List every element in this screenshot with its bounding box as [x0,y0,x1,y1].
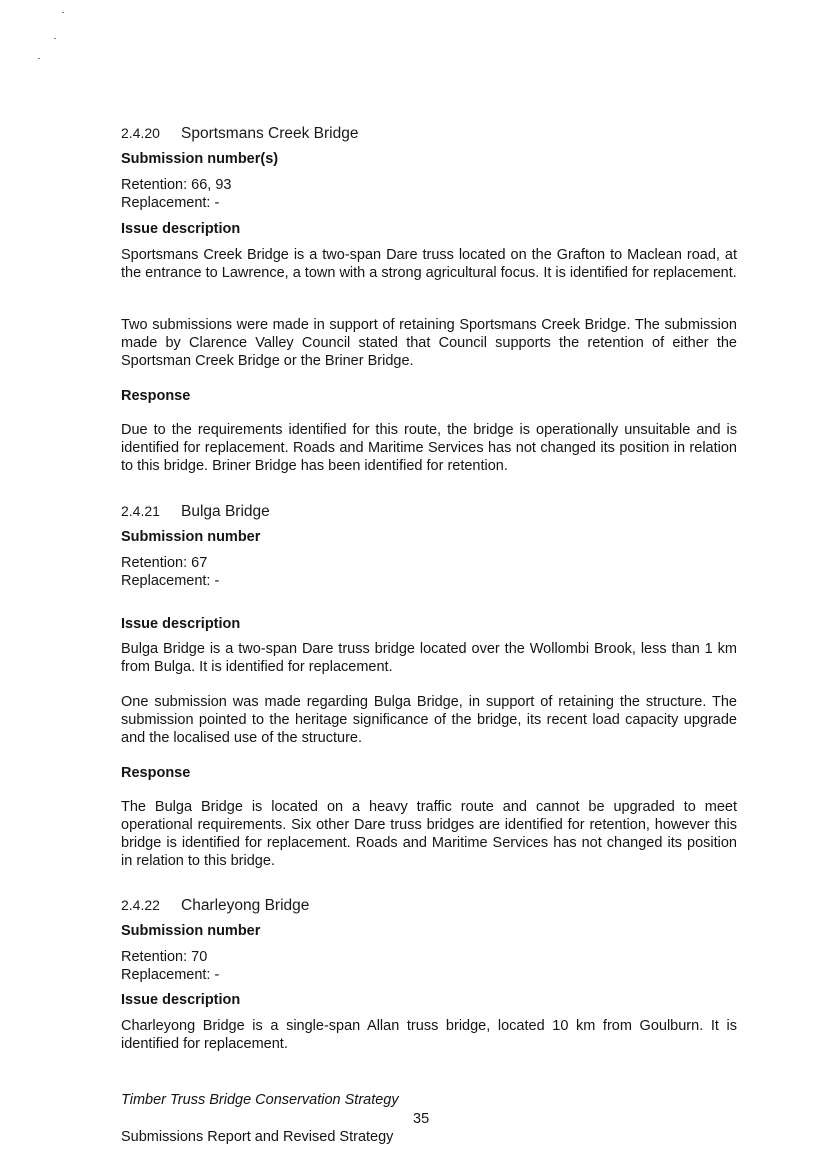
response-heading: Response [121,388,191,404]
section-heading [121,895,737,916]
scan-speck [38,58,40,59]
section-title: Charleyong Bridge [181,897,310,914]
section-number: 2.4.20 [121,125,160,141]
issue-heading: Issue description [121,221,241,237]
submission-numbers [121,176,737,212]
scan-speck [54,38,56,39]
retention-line: Retention: 70 [121,949,208,965]
response-paragraph: The Bulga Bridge is located on a heavy traffic route and cannot be upgraded to meet operational requirements. Six other Dare truss bridges are identified for retention, however this bridge is identified for replacement. Roads and Maritime Services has not changed its position in relation to this bridge. [121,799,737,869]
submission-numbers [121,948,737,984]
submission-heading: Submission number(s) [121,151,279,167]
page-number: 35 [413,1111,430,1127]
section-heading [121,501,737,522]
section-number: 2.4.21 [121,503,160,519]
retention-line: Retention: 66, 93 [121,177,232,193]
response-heading: Response [121,765,191,781]
replacement-line: Replacement: - [121,195,220,211]
footer-document-title: Timber Truss Bridge Conservation Strategy [121,1092,399,1108]
submission-heading: Submission number [121,923,261,939]
section-title: Bulga Bridge [181,503,270,520]
issue-heading: Issue description [121,992,241,1008]
issue-paragraph: Two submissions were made in support of retaining Sportsmans Creek Bridge. The submission made by Clarence Valley Council stated that Council supports the retention of either the Sportsman Creek Bridge or the Briner Bridge. [121,317,737,369]
retention-line: Retention: 67 [121,555,208,571]
section-number: 2.4.22 [121,897,160,913]
issue-paragraph: Sportsmans Creek Bridge is a two-span Dare truss located on the Grafton to Maclean road, at the entrance to Lawrence, a town with a strong agricultural focus. It is identified for replacement. [121,247,737,281]
issue-paragraph: One submission was made regarding Bulga Bridge, in support of retaining the structure. The submission pointed to the heritage significance of the bridge, its recent load capacity upgrade and the localised use of the structure. [121,694,737,746]
footer-report-title: Submissions Report and Revised Strategy [121,1129,394,1145]
submission-numbers [121,554,737,590]
section-heading [121,123,737,144]
issue-heading: Issue description [121,616,241,632]
replacement-line: Replacement: - [121,967,220,983]
submission-heading: Submission number [121,529,261,545]
issue-paragraph: Charleyong Bridge is a single-span Allan truss bridge, located 10 km from Goulburn. It is identified for replacement. [121,1018,737,1052]
replacement-line: Replacement: - [121,573,220,589]
issue-paragraph: Bulga Bridge is a two-span Dare truss bridge located over the Wollombi Brook, less than 1 km from Bulga. It is identified for replacement. [121,641,737,675]
scan-speck [62,12,64,13]
response-paragraph: Due to the requirements identified for this route, the bridge is operationally unsuitable and is identified for replacement. Roads and Maritime Services has not changed its position in relation to this bridge. Briner Bridge has been identified for retention. [121,422,737,474]
section-title: Sportsmans Creek Bridge [181,125,359,142]
